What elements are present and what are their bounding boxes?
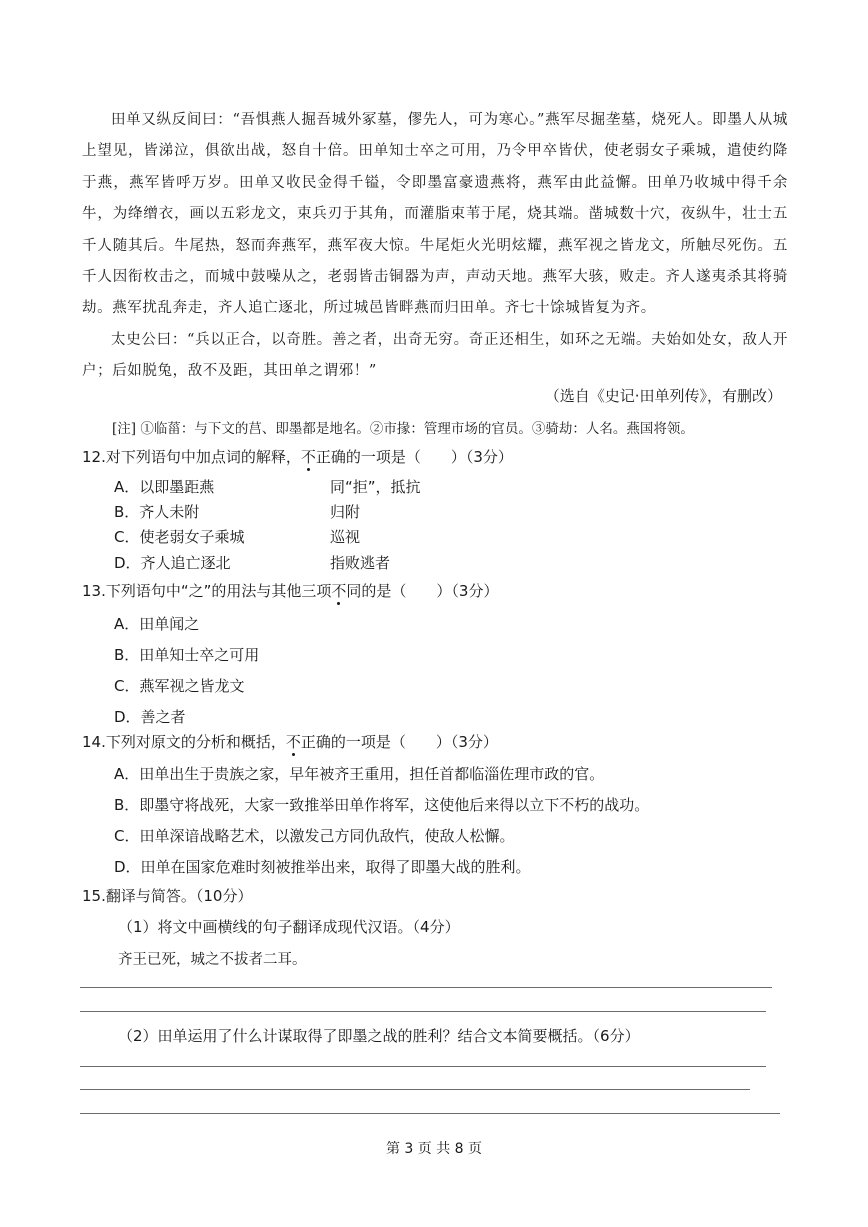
- option-text: D．齐人追亡逐北: [114, 554, 231, 572]
- question-14-option-b: B．即墨守将战死，大家一致推举田单作将军，这使他后来得以立下不朽的战功。: [114, 796, 650, 814]
- question-14-option-a: A．田单出生于贵族之家，早年被齐王重用，担任首都临淄佐理市政的官。: [114, 765, 605, 783]
- question-15-part-1: （1）将文中画横线的句子翻译成现代汉语。（4分）: [118, 918, 460, 936]
- translation-sentence: 齐王已死，城之不拔者二耳。: [118, 952, 307, 968]
- answer-line[interactable]: [80, 1089, 750, 1090]
- option-gloss: 巡视: [330, 528, 361, 546]
- answer-line[interactable]: [80, 1011, 766, 1012]
- option-gloss: 归附: [330, 503, 361, 521]
- question-12-option-a: [114, 476, 421, 497]
- page-number: 第 3 页 共 8 页: [385, 1141, 483, 1157]
- passage-paragraph-2: 太史公曰：“兵以正合，以奇胜。善之者，出奇无穷。奇正还相生，如环之无端。夫始如处女，敌人开户；后如脱兔，敌不及距，其田单之谓邪！”: [82, 331, 788, 380]
- reading-passage: [82, 105, 788, 388]
- emphasis-dot-mark: 不: [331, 582, 347, 600]
- question-13-option-b: B．田单知士卒之可用: [114, 646, 260, 664]
- question-12-option-b: [114, 501, 361, 522]
- question-12-stem: 12.对下列语句中加点词的解释，不正确的一项是（ ）（3分）: [82, 448, 513, 466]
- question-12-option-d: [114, 552, 391, 573]
- answer-line[interactable]: [80, 1066, 766, 1067]
- passage-source: （选自《史记·田单列传》，有删改）: [544, 387, 782, 405]
- question-13-option-a: A．田单闻之: [114, 615, 200, 633]
- question-15-part-2: （2）田单运用了什么计谋取得了即墨之战的胜利？结合文本简要概括。（6分）: [118, 1027, 640, 1045]
- question-14-stem: 14.下列对原文的分析和概括，不正确的一项是（ ）（3分）: [82, 733, 498, 751]
- option-text: B．齐人未附: [114, 503, 200, 521]
- question-13-option-d: D．善之者: [114, 708, 186, 726]
- question-14-option-d: D．田单在国家危难时刻被推举出来，取得了即墨大战的胜利。: [114, 858, 531, 876]
- emphasis-dot-mark: 不: [285, 733, 301, 751]
- answer-line[interactable]: [80, 1113, 780, 1114]
- passage-paragraph-1: 田单又纵反间曰：“吾惧燕人掘吾城外冢墓，僇先人，可为寒心。”燕军尽掘垄墓，烧死人。即墨人从城上望见，皆涕泣，俱欲出战，怒自十倍。田单知士卒之可用，乃令甲卒皆伏，使老弱女子乘城，遣使约降于燕，燕军皆呼万岁。田单又收民金得千镒，令即墨富豪遗燕将，燕军由此益懈。田单乃收城中得千余牛，为绛缯衣，画以五彩龙文，束兵刃于其角，而灌脂束苇于尾，烧其端。凿城数十穴，夜纵牛，壮士五千人随其后。牛尾热，怒而奔燕军，燕军夜大惊。牛尾炬火光明炫耀，燕军视之皆龙文，所触尽死伤。五千人因衔枚击之，而城中鼓噪从之，老弱皆击铜器为声，声动天地。燕军大骇，败走。齐人遂夷杀其将骑劫。燕军扰乱奔走，齐人追亡逐北，所过城邑皆畔燕而归田单。齐七十馀城皆复为齐。: [82, 112, 788, 317]
- option-gloss: 同“拒”，抵抗: [330, 478, 421, 496]
- option-gloss: 指败逃者: [330, 554, 391, 572]
- question-14-option-c: C．田单深谙战略艺术，以激发己方同仇敌忾，使敌人松懈。: [114, 827, 515, 845]
- option-text: C．使老弱女子乘城: [114, 528, 245, 546]
- question-13-option-c: C．燕军视之皆龙文: [114, 677, 245, 695]
- answer-line[interactable]: [80, 987, 772, 988]
- question-12-option-c: [114, 526, 361, 547]
- option-text: A．以即墨距燕: [114, 478, 215, 496]
- annotation-note: [注] ①临菑：与下文的莒、即墨都是地名。②市掾：管理市场的官员。③骑劫：人名。燕国将领。: [112, 421, 694, 437]
- question-13-stem: 13.下列语句中“之”的用法与其他三项不同的是（ ）（3分）: [82, 582, 499, 600]
- emphasis-dot-mark: 不: [300, 448, 316, 466]
- question-15-stem: 15.翻译与简答。（10分）: [82, 887, 253, 905]
